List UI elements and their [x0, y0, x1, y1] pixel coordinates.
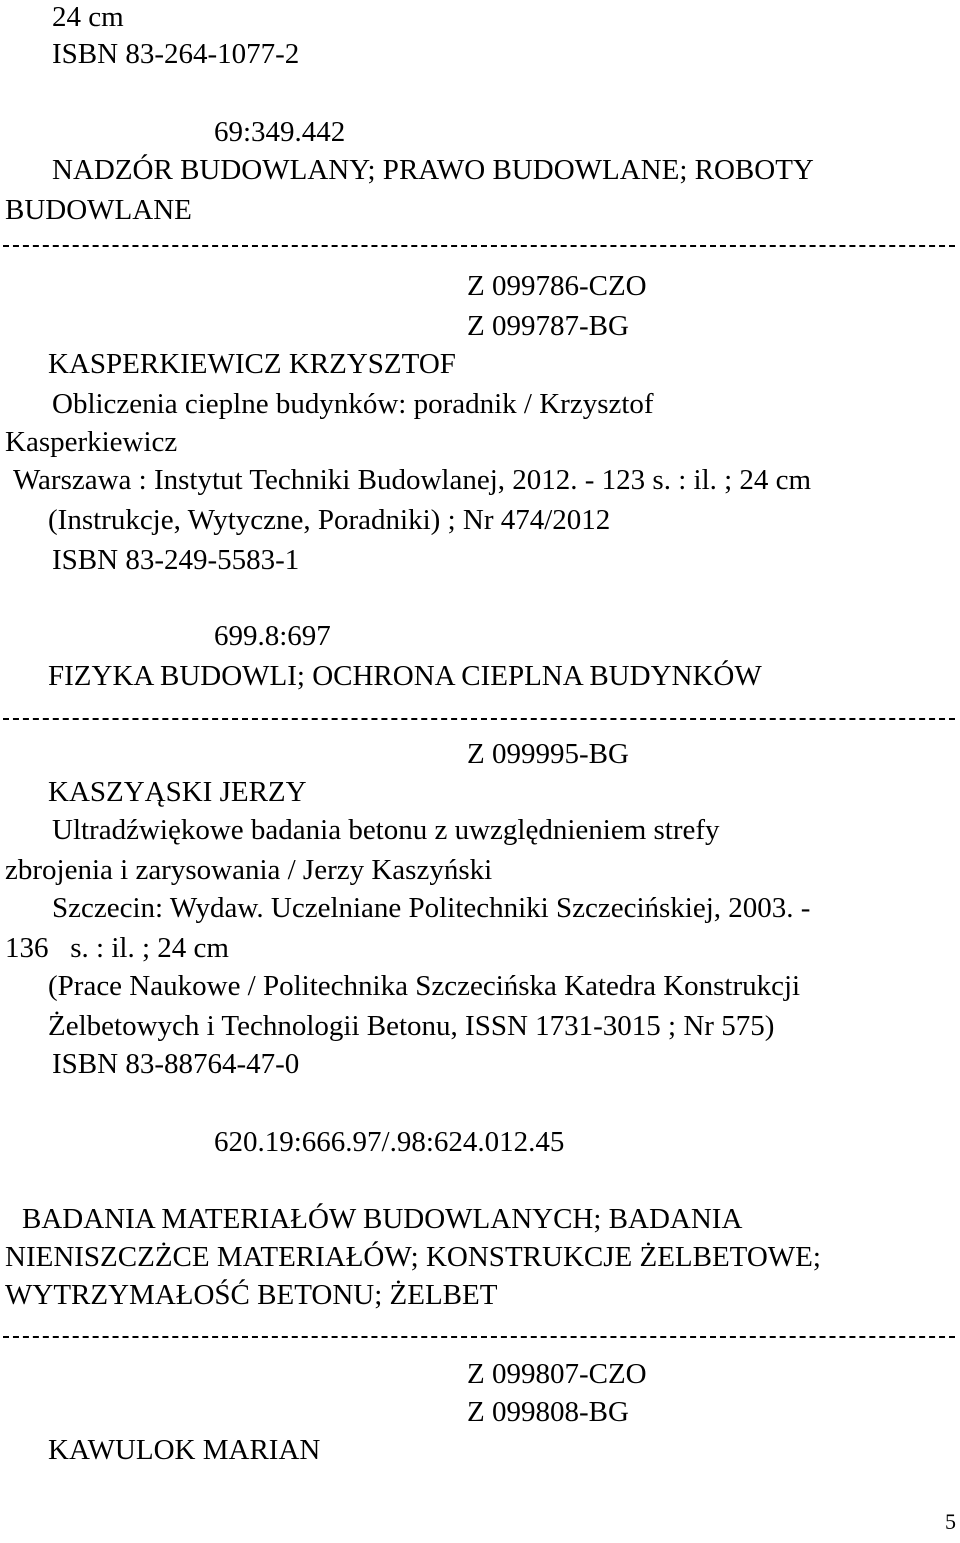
subject-headings-line: BUDOWLANE: [5, 194, 192, 226]
series-line: (Prace Naukowe / Politechnika Szczecińska Katedra Konstrukcji: [48, 970, 801, 1002]
subject-headings-line: NADZÓR BUDOWLANY; PRAWO BUDOWLANE; ROBOTY: [52, 154, 814, 186]
title-line: Kasperkiewicz: [5, 426, 178, 458]
imprint-line: 136 s. : il. ; 24 cm: [5, 932, 229, 964]
author-name: KASPERKIEWICZ KRZYSZTOF: [48, 348, 456, 380]
separator-line: [3, 718, 955, 720]
call-number: Z 099807-CZO: [467, 1358, 647, 1390]
series-line: Żelbetowych i Technologii Betonu, ISSN 1731-3015 ; Nr 575): [48, 1010, 775, 1042]
isbn-text: ISBN 83-249-5583-1: [52, 544, 300, 576]
separator-line: [3, 245, 955, 247]
title-line: Ultradźwiękowe badania betonu z uwzględnieniem strefy: [52, 814, 720, 846]
subject-headings-line: BADANIA MATERIAŁÓW BUDOWLANYCH; BADANIA: [22, 1203, 743, 1235]
udc-code: 620.19:666.97/.98:624.012.45: [214, 1126, 565, 1158]
size-text: 24 cm: [52, 1, 124, 33]
call-number: Z 099787-BG: [467, 310, 629, 342]
isbn-text: ISBN 83-88764-47-0: [52, 1048, 300, 1080]
subject-headings-line: FIZYKA BUDOWLI; OCHRONA CIEPLNA BUDYNKÓW: [48, 660, 762, 692]
title-line: zbrojenia i zarysowania / Jerzy Kaszyński: [5, 854, 493, 886]
series-line: (Instrukcje, Wytyczne, Poradniki) ; Nr 474/2012: [48, 504, 611, 536]
author-name: KAWULOK MARIAN: [48, 1434, 321, 1466]
subject-headings-line: WYTRZYMAŁOŚĆ BETONU; ŻELBET: [5, 1279, 498, 1311]
call-number: Z 099786-CZO: [467, 270, 647, 302]
call-number: Z 099995-BG: [467, 738, 629, 770]
title-line: Obliczenia cieplne budynków: poradnik / Krzysztof: [52, 388, 654, 420]
isbn-text: ISBN 83-264-1077-2: [52, 38, 300, 70]
imprint-line: Warszawa : Instytut Techniki Budowlanej, 2012. - 123 s. : il. ; 24 cm: [13, 464, 812, 496]
imprint-line: Szczecin: Wydaw. Uczelniane Politechniki Szczecińskiej, 2003. -: [52, 892, 811, 924]
page-number: 5: [945, 1509, 956, 1534]
separator-line: [3, 1336, 955, 1338]
udc-code: 69:349.442: [214, 116, 346, 148]
call-number: Z 099808-BG: [467, 1396, 629, 1428]
author-name: KASZYĄSKI JERZY: [48, 776, 307, 808]
udc-code: 699.8:697: [214, 620, 331, 652]
subject-headings-line: NIENISZCZŻCE MATERIAŁÓW; KONSTRUKCJE ŻELBETOWE;: [5, 1241, 821, 1273]
